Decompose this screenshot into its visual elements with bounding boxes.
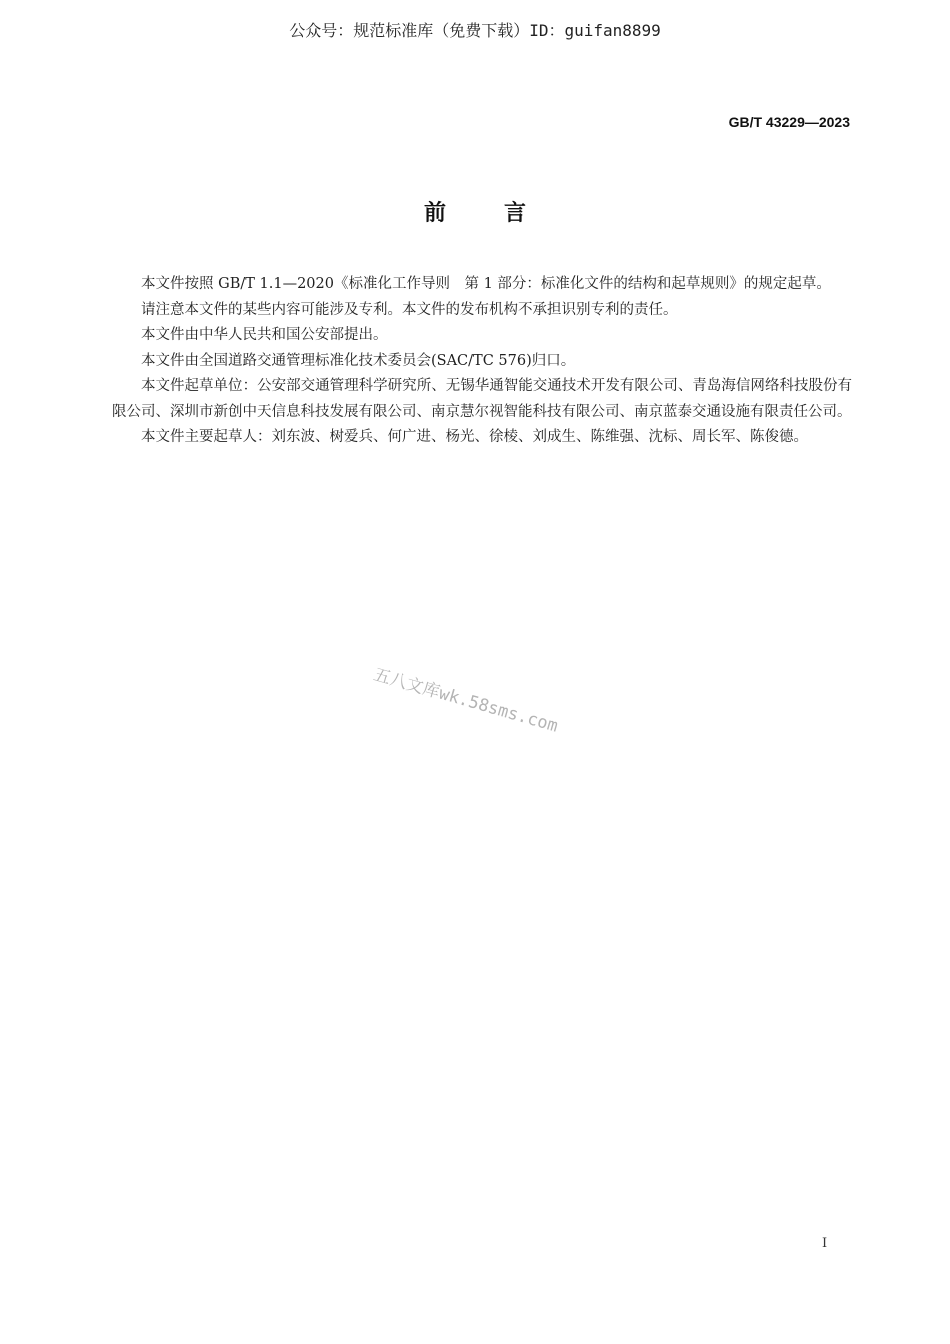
paragraph-patent-notice: 请注意本文件的某些内容可能涉及专利。本文件的发布机构不承担识别专利的责任。 <box>141 301 678 318</box>
page-number: I <box>822 1236 828 1251</box>
standard-number: GB/T 43229—2023 <box>728 114 850 130</box>
paragraph-drafters: 本文件主要起草人：刘东波、树爱兵、何广进、杨光、徐棱、刘成生、陈维强、沈标、周长军、陈俊德。 <box>141 429 808 445</box>
foreword-body <box>112 272 852 451</box>
paragraph-proposer: 本文件由中华人民共和国公安部提出。 <box>141 327 388 343</box>
source-banner: 公众号：规范标准库（免费下载）ID：guifan8899 <box>289 21 661 40</box>
watermark: 五八文库wk.58sms.com <box>371 664 561 737</box>
paragraph-technical-committee: 本文件由全国道路交通管理标准化技术委员会(SAC/TC 576)归口。 <box>141 352 576 369</box>
paragraph-drafting-organizations: 本文件起草单位：公安部交通管理科学研究所、无锡华通智能交通技术开发有限公司、青岛海信网络科技股份有限公司、深圳市新创中天信息科技发展有限公司、南京慧尔视智能科技有限公司、南京蓝泰交通设施有限责任公司。 <box>112 378 852 420</box>
page-title: 前言 <box>423 201 584 226</box>
paragraph-drafting-rules: 本文件按照 GB/T 1.1—2020《标准化工作导则 第 1 部分：标准化文件的结构和起草规则》的规定起草。 <box>141 276 831 292</box>
